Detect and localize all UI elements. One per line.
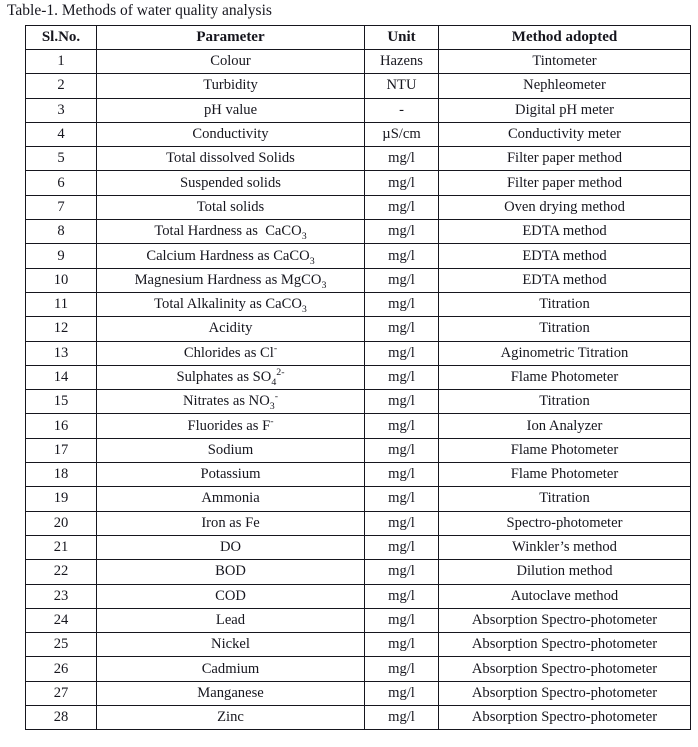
cell-sl-no: 18 bbox=[26, 463, 97, 487]
table-row bbox=[26, 414, 691, 438]
cell-sl-no: 1 bbox=[26, 50, 97, 74]
table-row bbox=[26, 244, 691, 268]
table-row bbox=[26, 706, 691, 730]
cell-method: Dilution method bbox=[439, 560, 691, 584]
table-row bbox=[26, 487, 691, 511]
cell-parameter: BOD bbox=[97, 560, 365, 584]
cell-unit: mg/l bbox=[365, 633, 439, 657]
cell-method: Tintometer bbox=[439, 50, 691, 74]
cell-unit: mg/l bbox=[365, 365, 439, 389]
cell-sl-no: 15 bbox=[26, 390, 97, 414]
cell-parameter: Acidity bbox=[97, 317, 365, 341]
cell-parameter: Cadmium bbox=[97, 657, 365, 681]
cell-unit: mg/l bbox=[365, 414, 439, 438]
cell-method: Autoclave method bbox=[439, 584, 691, 608]
cell-parameter: pH value bbox=[97, 98, 365, 122]
cell-parameter: Fluorides as F- bbox=[97, 414, 365, 438]
cell-unit: mg/l bbox=[365, 268, 439, 292]
cell-parameter: Total solids bbox=[97, 195, 365, 219]
cell-parameter: DO bbox=[97, 535, 365, 559]
table-row bbox=[26, 633, 691, 657]
cell-sl-no: 9 bbox=[26, 244, 97, 268]
table-row bbox=[26, 438, 691, 462]
cell-parameter: Conductivity bbox=[97, 122, 365, 146]
cell-unit: mg/l bbox=[365, 195, 439, 219]
cell-parameter: Potassium bbox=[97, 463, 365, 487]
cell-sl-no: 24 bbox=[26, 608, 97, 632]
cell-method: Oven drying method bbox=[439, 195, 691, 219]
cell-parameter: Chlorides as Cl- bbox=[97, 341, 365, 365]
cell-sl-no: 16 bbox=[26, 414, 97, 438]
cell-method: Filter paper method bbox=[439, 171, 691, 195]
cell-sl-no: 2 bbox=[26, 74, 97, 98]
cell-parameter: Calcium Hardness as CaCO$_3$ bbox=[97, 244, 365, 268]
table-row bbox=[26, 147, 691, 171]
cell-unit: Hazens bbox=[365, 50, 439, 74]
cell-parameter: Nitrates as $NO_3^-$ bbox=[97, 390, 365, 414]
cell-unit: mg/l bbox=[365, 463, 439, 487]
cell-unit: mg/l bbox=[365, 584, 439, 608]
cell-sl-no: 12 bbox=[26, 317, 97, 341]
cell-parameter: Total dissolved Solids bbox=[97, 147, 365, 171]
table-row bbox=[26, 195, 691, 219]
cell-method: Absorption Spectro-photometer bbox=[439, 681, 691, 705]
table-caption: Table-1. Methods of water quality analysis bbox=[7, 2, 272, 19]
cell-unit: mg/l bbox=[365, 706, 439, 730]
cell-method: Nephleometer bbox=[439, 74, 691, 98]
cell-sl-no: 10 bbox=[26, 268, 97, 292]
cell-sl-no: 3 bbox=[26, 98, 97, 122]
cell-sl-no: 27 bbox=[26, 681, 97, 705]
table-row bbox=[26, 608, 691, 632]
cell-method: Absorption Spectro-photometer bbox=[439, 633, 691, 657]
table-row bbox=[26, 584, 691, 608]
table-row bbox=[26, 171, 691, 195]
cell-sl-no: 21 bbox=[26, 535, 97, 559]
cell-unit: mg/l bbox=[365, 657, 439, 681]
cell-sl-no: 25 bbox=[26, 633, 97, 657]
cell-sl-no: 20 bbox=[26, 511, 97, 535]
table-row bbox=[26, 463, 691, 487]
cell-method: Winkler’s method bbox=[439, 535, 691, 559]
cell-method: Flame Photometer bbox=[439, 438, 691, 462]
cell-sl-no: 17 bbox=[26, 438, 97, 462]
cell-method: EDTA method bbox=[439, 244, 691, 268]
cell-sl-no: 5 bbox=[26, 147, 97, 171]
table-row bbox=[26, 122, 691, 146]
cell-unit: mg/l bbox=[365, 511, 439, 535]
cell-sl-no: 6 bbox=[26, 171, 97, 195]
cell-method: EDTA method bbox=[439, 220, 691, 244]
cell-sl-no: 11 bbox=[26, 292, 97, 316]
cell-unit: - bbox=[365, 98, 439, 122]
cell-parameter: Lead bbox=[97, 608, 365, 632]
cell-sl-no: 14 bbox=[26, 365, 97, 389]
table-row bbox=[26, 74, 691, 98]
table-row bbox=[26, 511, 691, 535]
cell-method: Titration bbox=[439, 292, 691, 316]
cell-unit: mg/l bbox=[365, 535, 439, 559]
cell-unit: mg/l bbox=[365, 317, 439, 341]
cell-unit: mg/l bbox=[365, 608, 439, 632]
cell-method: EDTA method bbox=[439, 268, 691, 292]
cell-unit: mg/l bbox=[365, 438, 439, 462]
cell-method: Absorption Spectro-photometer bbox=[439, 706, 691, 730]
cell-parameter: Colour bbox=[97, 50, 365, 74]
cell-method: Filter paper method bbox=[439, 147, 691, 171]
column-header-parameter: Parameter bbox=[97, 26, 365, 50]
cell-method: Aginometric Titration bbox=[439, 341, 691, 365]
cell-sl-no: 7 bbox=[26, 195, 97, 219]
table-row bbox=[26, 50, 691, 74]
cell-parameter: Turbidity bbox=[97, 74, 365, 98]
cell-method: Absorption Spectro-photometer bbox=[439, 608, 691, 632]
table-row bbox=[26, 268, 691, 292]
cell-method: Flame Photometer bbox=[439, 463, 691, 487]
cell-parameter: Suspended solids bbox=[97, 171, 365, 195]
column-header-unit: Unit bbox=[365, 26, 439, 50]
cell-parameter: COD bbox=[97, 584, 365, 608]
cell-sl-no: 13 bbox=[26, 341, 97, 365]
cell-method: Digital pH meter bbox=[439, 98, 691, 122]
cell-parameter: Manganese bbox=[97, 681, 365, 705]
cell-method: Titration bbox=[439, 317, 691, 341]
cell-method: Titration bbox=[439, 390, 691, 414]
cell-sl-no: 8 bbox=[26, 220, 97, 244]
cell-unit: mg/l bbox=[365, 390, 439, 414]
cell-method: Flame Photometer bbox=[439, 365, 691, 389]
cell-sl-no: 22 bbox=[26, 560, 97, 584]
cell-sl-no: 4 bbox=[26, 122, 97, 146]
cell-unit: NTU bbox=[365, 74, 439, 98]
table-row bbox=[26, 317, 691, 341]
table-row bbox=[26, 535, 691, 559]
cell-unit: mg/l bbox=[365, 292, 439, 316]
table-body bbox=[26, 50, 691, 730]
cell-method: Ion Analyzer bbox=[439, 414, 691, 438]
cell-unit: mg/l bbox=[365, 171, 439, 195]
cell-parameter: Total Hardness as CaCO$_3$ bbox=[97, 220, 365, 244]
cell-unit: mg/l bbox=[365, 560, 439, 584]
cell-unit: mg/l bbox=[365, 341, 439, 365]
cell-parameter: Magnesium Hardness as MgCO$_3$ bbox=[97, 268, 365, 292]
table-row bbox=[26, 220, 691, 244]
cell-parameter: Nickel bbox=[97, 633, 365, 657]
cell-unit: mg/l bbox=[365, 220, 439, 244]
cell-unit: mg/l bbox=[365, 147, 439, 171]
cell-method: Titration bbox=[439, 487, 691, 511]
cell-unit: µS/cm bbox=[365, 122, 439, 146]
table-row bbox=[26, 365, 691, 389]
column-header-sl-no: Sl.No. bbox=[26, 26, 97, 50]
table-row bbox=[26, 292, 691, 316]
table-row bbox=[26, 390, 691, 414]
cell-method: Absorption Spectro-photometer bbox=[439, 657, 691, 681]
cell-unit: mg/l bbox=[365, 244, 439, 268]
cell-method: Spectro-photometer bbox=[439, 511, 691, 535]
column-header-method: Method adopted bbox=[439, 26, 691, 50]
cell-unit: mg/l bbox=[365, 681, 439, 705]
table-row bbox=[26, 341, 691, 365]
table-row bbox=[26, 560, 691, 584]
cell-parameter: Total Alkalinity as CaCO$_3$ bbox=[97, 292, 365, 316]
table-header bbox=[26, 26, 691, 50]
cell-method: Conductivity meter bbox=[439, 122, 691, 146]
cell-unit: mg/l bbox=[365, 487, 439, 511]
cell-parameter: Zinc bbox=[97, 706, 365, 730]
table-row bbox=[26, 657, 691, 681]
cell-sl-no: 19 bbox=[26, 487, 97, 511]
cell-parameter: Sodium bbox=[97, 438, 365, 462]
table-row bbox=[26, 681, 691, 705]
cell-parameter: Ammonia bbox=[97, 487, 365, 511]
cell-sl-no: 28 bbox=[26, 706, 97, 730]
cell-sl-no: 23 bbox=[26, 584, 97, 608]
cell-parameter: Iron as Fe bbox=[97, 511, 365, 535]
cell-parameter: Sulphates as $SO_4^{2-}$ bbox=[97, 365, 365, 389]
table-header-row bbox=[26, 26, 691, 50]
table-row bbox=[26, 98, 691, 122]
water-quality-methods-table bbox=[25, 25, 691, 730]
cell-sl-no: 26 bbox=[26, 657, 97, 681]
